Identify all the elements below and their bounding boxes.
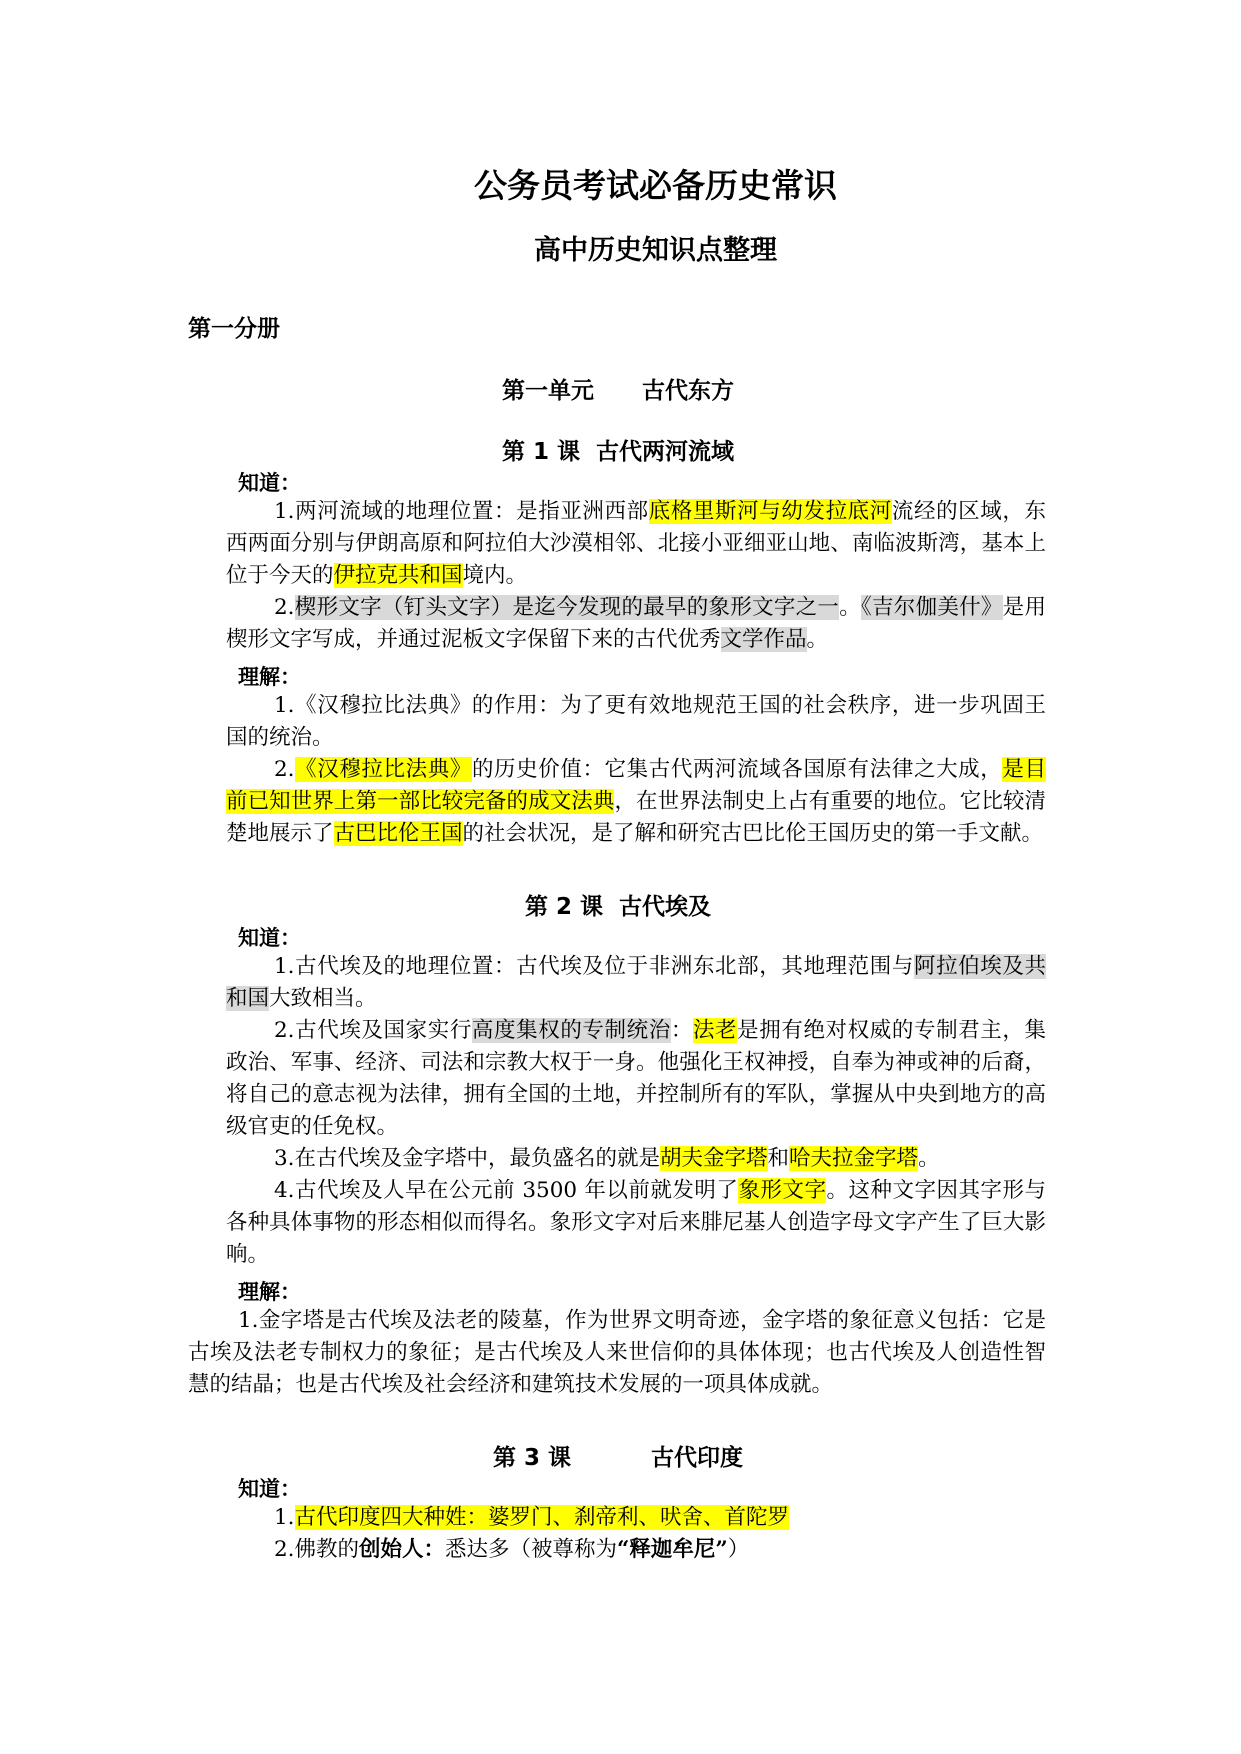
lesson1-know-item-2: 2.楔形文字（钉头文字）是迄今发现的最早的象形文字之一。《吉尔伽美什》是用楔形文字写成，并通过泥板文字保留下来的古代优秀文学作品。 bbox=[226, 595, 1046, 652]
lesson2-know-item-2: 2.古代埃及国家实行高度集权的专制统治：法老是拥有绝对权威的专制君主，集政治、军事、经济、司法和宗教大权于一身。他强化王权神授，自奉为神或神的后裔，将自己的意志视为法律，拥有全国的土地，并控制所有的军队，掌握从中央到地方的高级官吏的任免权。 bbox=[226, 1018, 1046, 1139]
lesson1-know-item-1: 1.两河流域的地理位置：是指亚洲西部底格里斯河与幼发拉底河流经的区域，东西两面分别与伊朗高原和阿拉伯大沙漠相邻、北接小亚细亚山地、南临波斯湾，基本上位于今天的伊拉克共和国境内。 bbox=[226, 499, 1046, 588]
lesson1-know-label: 知道： bbox=[238, 471, 301, 495]
document-title: 公务员考试必备历史常识 bbox=[474, 166, 837, 205]
lesson2-know-item-4: 4.古代埃及人早在公元前 3500 年以前就发明了象形文字。这种文字因其字形与各种具体事物的形态相似而得名。象形文字对后来腓尼基人创造字母文字产生了巨大影响。 bbox=[226, 1178, 1046, 1267]
lesson3-know-item-1: 1.古代印度四大种姓：婆罗门、刹帝利、吠舍、首陀罗 bbox=[274, 1505, 790, 1530]
lesson1-understand-item-2: 2.《汉穆拉比法典》的历史价值：它集古代两河流域各国原有法律之大成，是目前已知世界上第一部比较完备的成文法典，在世界法制史上占有重要的地位。它比较清楚地展示了古巴比伦王国的社会状况，是了解和研究古巴比伦王国历史的第一手文献。 bbox=[226, 757, 1046, 846]
lesson3-know-label: 知道： bbox=[238, 1477, 301, 1501]
lesson2-know-label: 知道： bbox=[238, 926, 301, 950]
lesson1-understand-label: 理解： bbox=[238, 665, 301, 689]
document-subtitle: 高中历史知识点整理 bbox=[534, 235, 777, 266]
lesson1-understand-item-1: 1.《汉穆拉比法典》的作用：为了更有效地规范王国的社会秩序，进一步巩固王国的统治。 bbox=[226, 693, 1046, 750]
lesson2-know-item-3: 3.在古代埃及金字塔中，最负盛名的就是胡夫金字塔和哈夫拉金字塔。 bbox=[274, 1146, 940, 1171]
unit-heading: 第一单元 古代东方 bbox=[501, 378, 735, 404]
lesson2-understand-item-1: 1.金字塔是古代埃及法老的陵墓，作为世界文明奇迹，金字塔的象征意义包括：它是古埃及法老专制权力的象征；是古代埃及人来世信仰的具体体现；也古代埃及人创造性智慧的结晶；也是古代埃及社会经济和建筑技术发展的一项具体成就。 bbox=[188, 1308, 1046, 1397]
lesson2-understand-label: 理解： bbox=[238, 1280, 301, 1304]
lesson2-know-item-1: 1.古代埃及的地理位置：古代埃及位于非洲东北部，其地理范围与阿拉伯埃及共和国大致相当。 bbox=[226, 954, 1046, 1011]
lesson2-heading: 第 2 课 古代埃及 bbox=[524, 894, 712, 920]
volume-heading: 第一分册 bbox=[188, 316, 280, 342]
lesson3-heading: 第 3 课 古代印度 bbox=[492, 1445, 744, 1471]
lesson3-know-item-2: 2.佛教的创始人：悉达多（被尊称为“释迦牟尼”） bbox=[274, 1537, 750, 1562]
lesson1-heading: 第 1 课 古代两河流域 bbox=[501, 439, 735, 465]
